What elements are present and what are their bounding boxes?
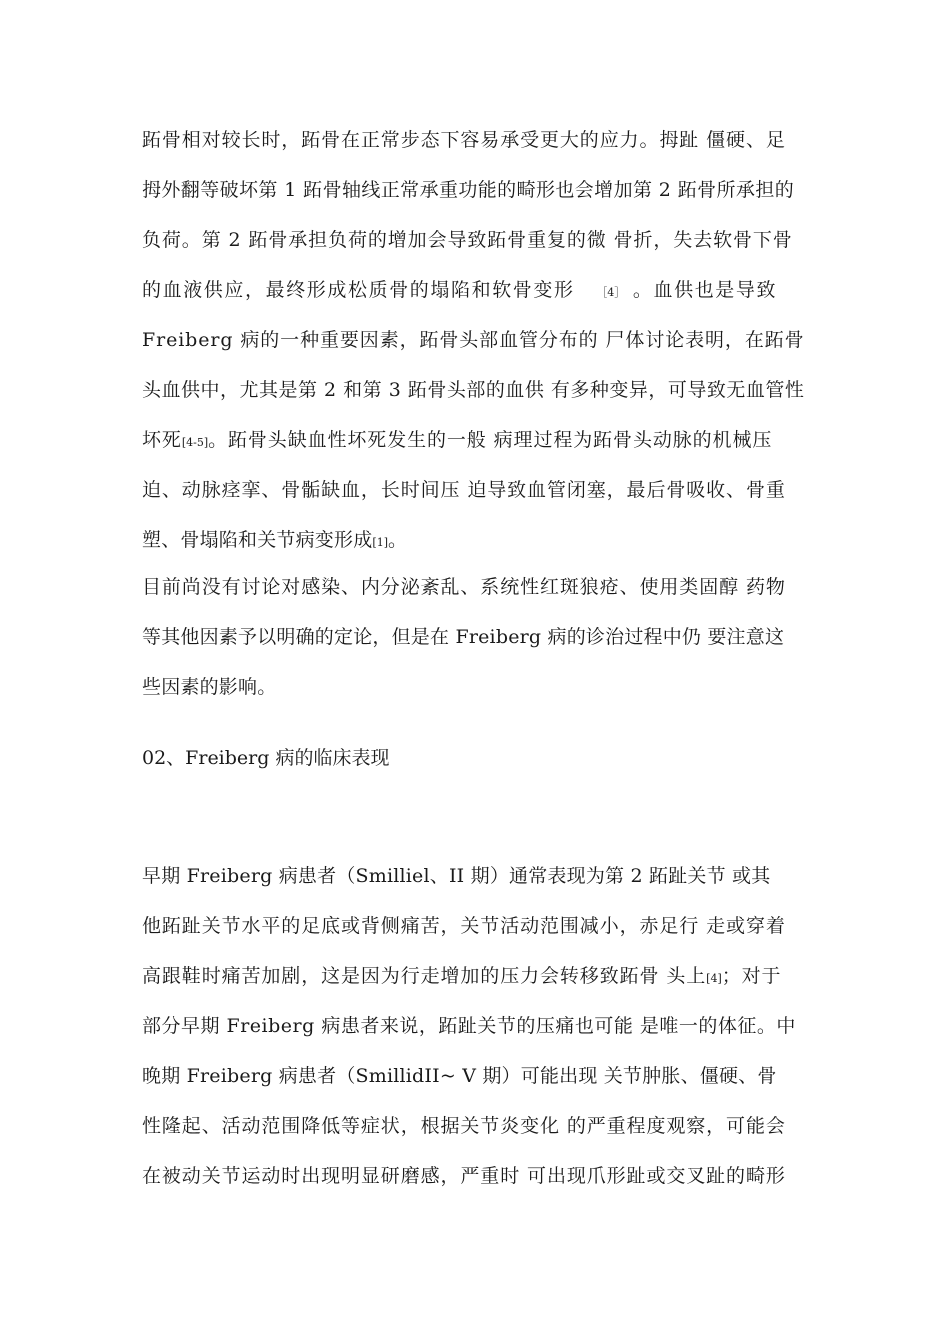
text-segment: 坏死 bbox=[142, 429, 182, 451]
text-segment: 高跟鞋时痛苦加剧，这是因为行走增加的压力会转移致跖骨 头上 bbox=[142, 965, 707, 987]
text-line: 跖骨相对较长时，跖骨在正常步态下容易承受更大的应力。拇趾 僵硬、足 bbox=[142, 129, 786, 151]
text-line: 部分早期 Freiberg 病患者来说，跖趾关节的压痛也可能 是唯一的体征。中 bbox=[142, 1015, 796, 1037]
text-line: 目前尚没有讨论对感染、内分泌紊乱、系统性红斑狼疮、使用类固醇 药物 bbox=[142, 576, 786, 598]
citation-1: [1] bbox=[372, 536, 388, 549]
text-segment: 的血液供应，最终形成松质骨的塌陷和软骨变形 bbox=[142, 279, 575, 301]
text-line: 迫、动脉痉挛、骨骺缺血，长时间压 迫导致血管闭塞，最后骨吸收、骨重 bbox=[142, 479, 786, 501]
text-line: 早期 Freiberg 病患者（Smilliel、II 期）通常表现为第 2 跖趾关节 或其 bbox=[142, 865, 771, 887]
text-line bbox=[142, 278, 818, 305]
text-line bbox=[142, 428, 818, 455]
text-line: 晚期 Freiberg 病患者（SmillidII~ V 期）可能出现 关节肿胀、僵硬、骨 bbox=[142, 1065, 777, 1087]
section-heading: 02、Freiberg 病的临床表现 bbox=[142, 747, 390, 769]
text-line: 性隆起、活动范围降低等症状，根据关节炎变化 的严重程度观察，可能会 bbox=[142, 1115, 786, 1137]
text-segment: 塑、骨塌陷和关节病变形成 bbox=[142, 529, 373, 551]
text-segment: 。跖骨头缺血性坏死发生的一般 病理过程为跖骨头动脉的机械压 bbox=[208, 429, 773, 451]
text-line bbox=[142, 528, 818, 555]
text-line: 他跖趾关节水平的足底或背侧痛苦，关节活动范围减小，赤足行 走或穿着 bbox=[142, 915, 786, 937]
citation-4-5: [4-5] bbox=[181, 436, 209, 449]
text-line: 在被动关节运动时出现明显研磨感，严重时 可出现爪形趾或交叉趾的畸形 bbox=[142, 1165, 786, 1187]
text-segment: 。血供也是导致 bbox=[632, 279, 778, 301]
text-line: Freiberg 病的一种重要因素，跖骨头部血管分布的 尸体讨论表明，在跖骨 bbox=[142, 329, 805, 351]
citation-4: ［4］ bbox=[596, 286, 626, 299]
text-line: 负荷。第 2 跖骨承担负荷的增加会导致跖骨重复的微 骨折，失去软骨下骨 bbox=[142, 229, 793, 251]
text-line: 些因素的影响。 bbox=[142, 676, 277, 698]
text-line: 拇外翻等破坏第 1 跖骨轴线正常承重功能的畸形也会增加第 2 跖骨所承担的 bbox=[142, 179, 795, 201]
text-segment: 。 bbox=[388, 529, 408, 551]
text-line: 头血供中，尤其是第 2 和第 3 跖骨头部的血供 有多种变异，可导致无血管性 bbox=[142, 379, 805, 401]
text-line: 等其他因素予以明确的定论，但是在 Freiberg 病的诊治过程中仍 要注意这 bbox=[142, 626, 785, 648]
citation-4: [4] bbox=[706, 972, 722, 985]
text-segment: ；对于 bbox=[721, 965, 782, 987]
text-line bbox=[142, 964, 818, 991]
